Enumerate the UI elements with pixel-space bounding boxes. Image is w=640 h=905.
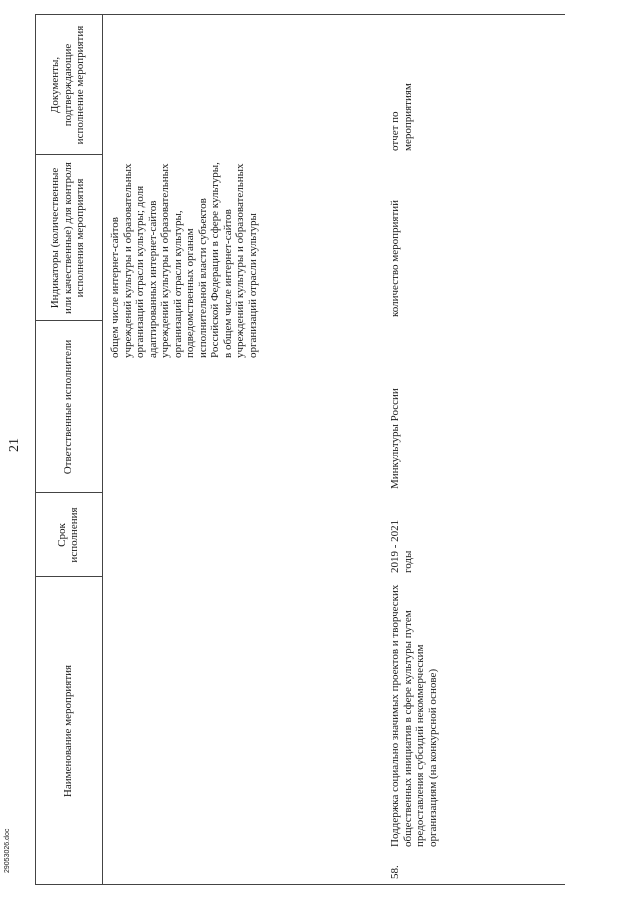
table-left-border: [35, 884, 565, 885]
rotated-table-area: [5, 10, 595, 885]
column-divider-documents: [35, 154, 102, 155]
header-executors: Ответственные исполнители: [61, 339, 74, 475]
header-bottom-border: [102, 15, 103, 885]
header-indicators: Индикаторы (количественные или качественные) для контроля исполнения мероприятия: [49, 162, 87, 314]
table-right-border: [35, 14, 565, 15]
row-documents: отчет по мероприятиям: [389, 83, 414, 151]
column-divider-indicators: [35, 320, 102, 321]
row-executors: Минкультуры России: [389, 388, 401, 489]
row-indicators: количество мероприятий: [389, 199, 401, 317]
row-name: Поддержка социально значимых проектов и творческих общественных инициатив в сфере культуры путем предоставления субсидий некоммерческим организациям (на конкурсной основе): [389, 584, 439, 847]
header-name: Наименование мероприятия: [61, 664, 74, 798]
page-number: 21: [7, 438, 22, 452]
row-term: 2019 - 2021 годы: [389, 519, 414, 573]
column-divider-term: [35, 576, 102, 577]
continued-indicators-cell: общем числе интернет-сайтов учреждений культуры и образовательных организаций отрасли культуры; доля адаптированных интернет-сайтов учреждений культуры и образовательных организаций отрасли культуры, подведомственных органам исполнительной власти субъектов Российской Федерации в сфере культуры, в общем числе интернет-сайтов учреждений культуры и образовательных организаций отрасли культуры: [109, 162, 259, 358]
row-number: 58.: [389, 865, 401, 879]
header-term: Срок исполнения: [55, 507, 80, 563]
activities-table: [35, 15, 565, 885]
table-top-border: [35, 15, 36, 885]
document-id: 29053026.doc: [4, 828, 11, 873]
header-documents: Документы, подтверждающие исполнение мероприятия: [49, 25, 87, 145]
column-divider-executors: [35, 492, 102, 493]
